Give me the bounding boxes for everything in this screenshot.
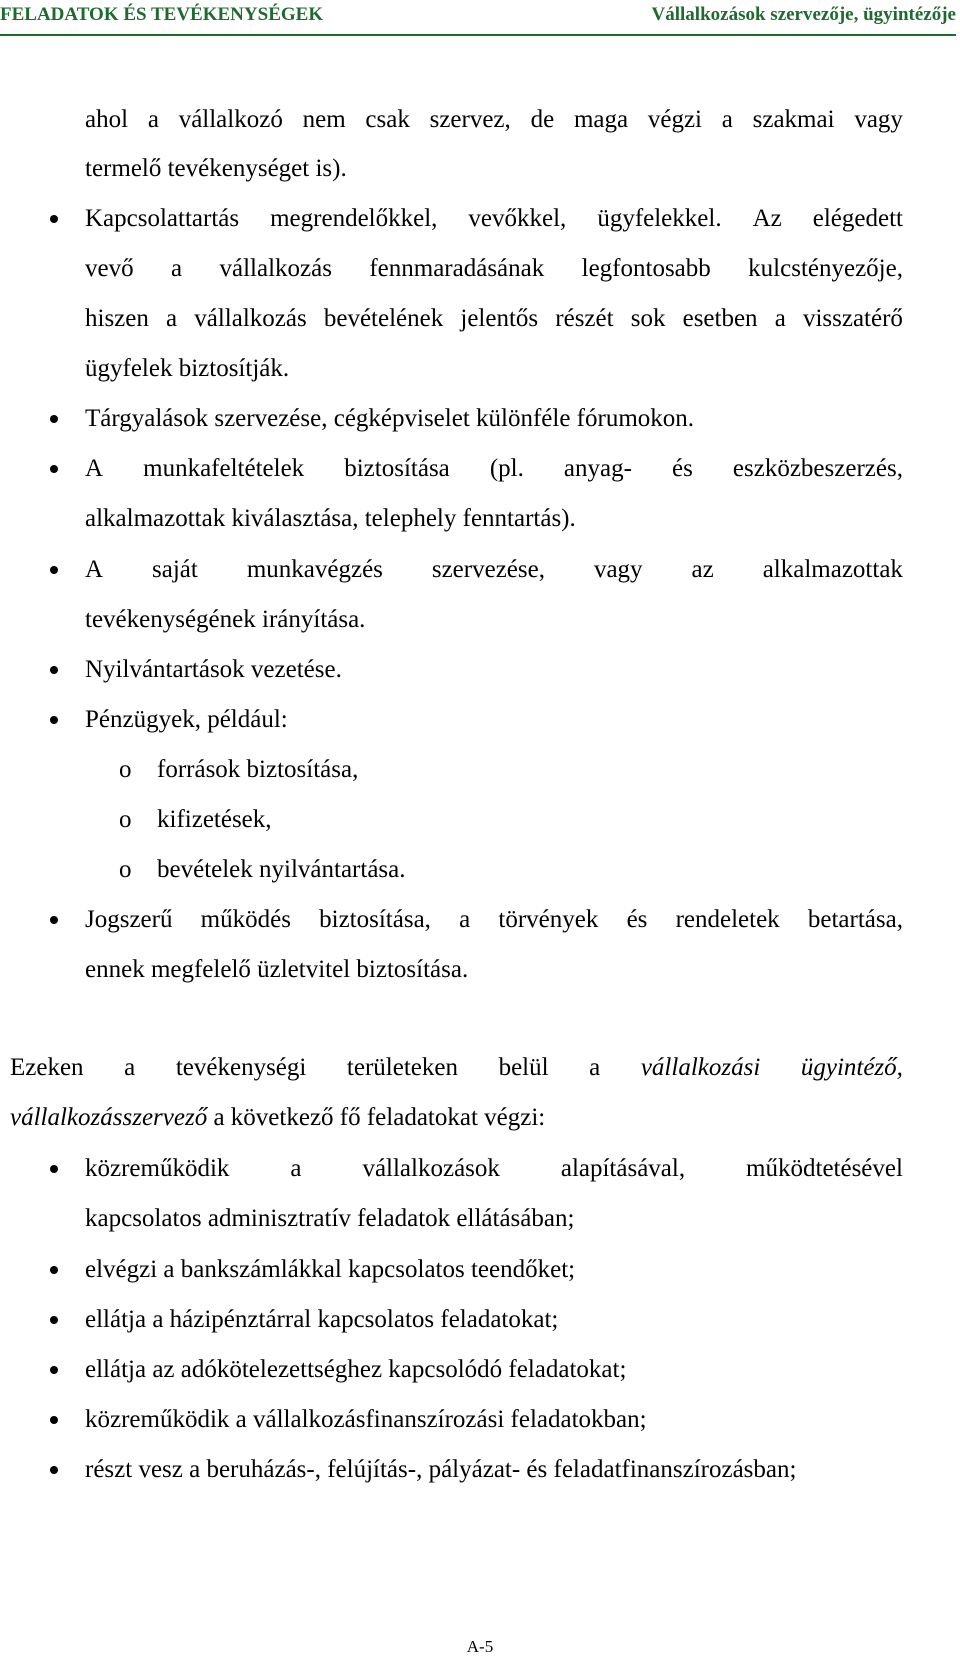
word: Kapcsolattartás — [85, 205, 240, 232]
bullet-icon — [50, 1165, 58, 1173]
bullet-4-line-2: tevékenységének irányítása. — [85, 606, 366, 633]
bullet-icon — [50, 215, 58, 223]
word: Az — [752, 205, 782, 232]
para2-word: tevékenységi — [175, 1054, 307, 1081]
word: munkavégzés — [246, 556, 383, 583]
word: vevő — [85, 255, 134, 282]
para2-italic-term: vállalkozási — [640, 1054, 761, 1081]
word: a — [721, 106, 733, 133]
task-1-line-1 — [85, 1154, 903, 1184]
word: biztosítása — [344, 455, 450, 482]
word: rendeletek — [675, 906, 780, 933]
word: elégedett — [812, 205, 903, 232]
bullet-7-line-1 — [85, 905, 903, 935]
word: a — [166, 305, 178, 332]
sub-item-3: bevételek nyilvántartása. — [157, 856, 406, 883]
bullet-icon — [50, 666, 58, 674]
bullet-1-line-4: ügyfelek biztosítják. — [85, 355, 290, 382]
word: saját — [152, 556, 198, 583]
paragraph-continuation-line-1 — [85, 105, 903, 135]
bullet-2-line-1: Tárgyalások szervezése, cégképviselet különféle fórumokon. — [85, 405, 695, 432]
para2-word: területeken — [346, 1054, 458, 1081]
word: ahol — [85, 106, 129, 133]
word: munkafeltételek — [143, 455, 305, 482]
bullet-1-line-1 — [85, 204, 903, 234]
word: vagy — [854, 106, 903, 133]
word: a — [290, 1155, 302, 1182]
paragraph-continuation-line-2: termelő tevékenységet is). — [85, 155, 347, 182]
word: a — [774, 305, 786, 332]
para2-word: a — [589, 1054, 601, 1081]
bullet-4-line-1 — [85, 555, 903, 585]
word: működés — [200, 906, 291, 933]
word: anyag- — [563, 455, 632, 482]
bullet-1-line-2 — [85, 254, 903, 284]
word: betartása, — [807, 906, 903, 933]
word: működtetésével — [746, 1155, 903, 1182]
bullet-icon — [50, 716, 58, 724]
word: szervez, — [429, 106, 511, 133]
bullet-icon — [50, 465, 58, 473]
word: sok — [630, 305, 666, 332]
word: esetben — [682, 305, 758, 332]
bullet-6-line-1: Pénzügyek, például: — [85, 706, 288, 733]
word: A — [85, 455, 104, 482]
bullet-icon — [50, 1316, 58, 1324]
bullet-icon — [50, 1266, 58, 1274]
page-header — [0, 0, 960, 34]
word: és — [672, 455, 693, 482]
word: (pl. — [489, 455, 524, 482]
task-4: ellátja az adókötelezettséghez kapcsolódó feladatokat; — [85, 1356, 627, 1383]
para2-word: a — [124, 1054, 136, 1081]
word: biztosítása, — [319, 906, 431, 933]
sub-bullet-icon: o — [119, 856, 132, 883]
task-6: részt vesz a beruházás-, felújítás-, pályázat- és feladatfinanszírozásban; — [85, 1456, 797, 1483]
task-2: elvégzi a bankszámlákkal kapcsolatos teendőket; — [85, 1256, 576, 1283]
word: hiszen — [85, 305, 149, 332]
word: de — [530, 106, 555, 133]
word: legfontosabb — [581, 255, 711, 282]
task-5: közreműködik a vállalkozásfinanszírozási feladatokban; — [85, 1406, 647, 1433]
bullet-5-line-1: Nyilvántartások vezetése. — [85, 656, 342, 683]
word: csak — [365, 106, 410, 133]
paragraph-2-line-1 — [10, 1053, 903, 1083]
word: ügyfelekkel. — [597, 205, 722, 232]
bullet-icon — [50, 1466, 58, 1474]
sub-item-2: kifizetések, — [157, 806, 272, 833]
word: vállalkozás — [194, 305, 307, 332]
word: maga — [573, 106, 629, 133]
word: szakmai — [752, 106, 835, 133]
word: eszközbeszerzés, — [732, 455, 903, 482]
para2-italic-term: ügyintéző, — [800, 1054, 903, 1081]
para2-word: Ezeken — [10, 1054, 84, 1081]
bullet-icon — [50, 1366, 58, 1374]
sub-bullet-icon: o — [119, 806, 132, 833]
para2-line-2-rest: a következő fő feladatokat végzi: — [207, 1104, 546, 1131]
word: alapításával, — [560, 1155, 686, 1182]
word: végzi — [647, 106, 702, 133]
word: vagy — [593, 556, 643, 583]
task-3: ellátja a házipénztárral kapcsolatos feladatokat; — [85, 1306, 559, 1333]
word: visszatérő — [802, 305, 903, 332]
bullet-icon — [50, 916, 58, 924]
word: megrendelőkkel, — [270, 205, 438, 232]
header-document-title: Vállalkozások szervezője, ügyintézője — [651, 4, 956, 25]
word: alkalmazottak — [762, 556, 903, 583]
task-1-line-2: kapcsolatos adminisztratív feladatok ellátásában; — [85, 1205, 575, 1232]
sub-item-1: források biztosítása, — [157, 756, 359, 783]
word: szervezése, — [431, 556, 545, 583]
word: kulcstényezője, — [748, 255, 903, 282]
word: nem — [302, 106, 346, 133]
header-chapter-title: FELADATOK ÉS TEVÉKENYSÉGEK — [0, 4, 324, 25]
header-divider — [0, 34, 956, 36]
word: vállalkozó — [178, 106, 283, 133]
word: közreműködik — [85, 1155, 230, 1182]
word: fennmaradásának — [369, 255, 545, 282]
word: A — [85, 556, 104, 583]
word: vevőkkel, — [468, 205, 567, 232]
bullet-3-line-1 — [85, 454, 903, 484]
word: jelentős — [460, 305, 539, 332]
para2-italic-term: vállalkozásszervező — [10, 1104, 208, 1131]
word: vállalkozások — [362, 1155, 500, 1182]
paragraph-2-line-2 — [10, 1103, 545, 1133]
word: az — [691, 556, 714, 583]
sub-bullet-icon: o — [119, 756, 132, 783]
word: bevételének — [323, 305, 444, 332]
para2-word: belül — [498, 1054, 549, 1081]
word: és — [626, 906, 648, 933]
word: vállalkozás — [219, 255, 332, 282]
word: a — [147, 106, 159, 133]
bullet-icon — [50, 1416, 58, 1424]
bullet-icon — [50, 566, 58, 574]
word: törvények — [498, 906, 599, 933]
bullet-1-line-3 — [85, 304, 903, 334]
bullet-7-line-2: ennek megfelelő üzletvitel biztosítása. — [85, 956, 469, 983]
word: részét — [555, 305, 614, 332]
word: a — [171, 255, 183, 282]
page-number: A-5 — [466, 1637, 494, 1656]
bullet-3-line-2: alkalmazottak kiválasztása, telephely fenntartás). — [85, 505, 576, 532]
word: Jogszerű — [85, 906, 173, 933]
bullet-icon — [50, 415, 58, 423]
word: a — [459, 906, 471, 933]
